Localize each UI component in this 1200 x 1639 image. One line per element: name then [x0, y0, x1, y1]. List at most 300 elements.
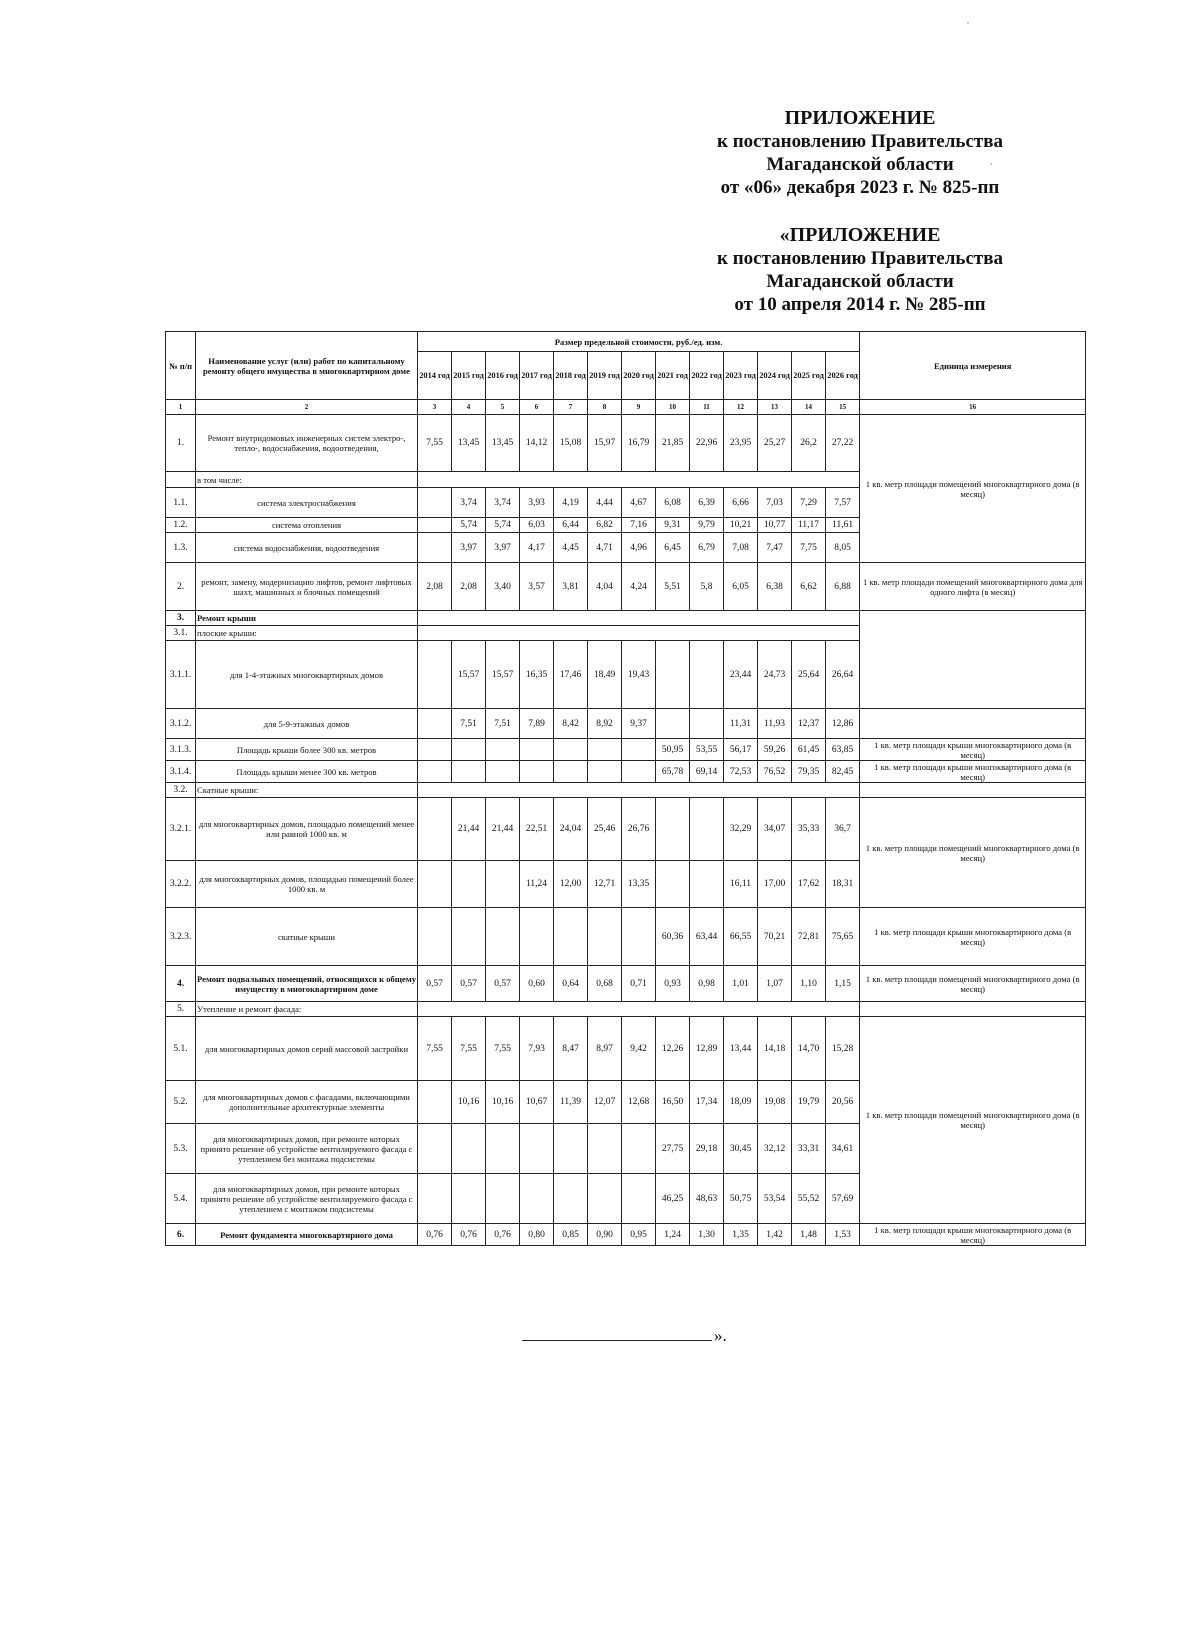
- cost-value: 15,57: [486, 641, 520, 709]
- original-appendix-header: [690, 224, 1030, 316]
- cost-value: 4,44: [588, 488, 622, 518]
- year-header: 2018 год: [554, 352, 588, 400]
- table-row: [166, 798, 1086, 861]
- cost-value: [588, 908, 622, 966]
- cost-value: 79,35: [792, 761, 826, 783]
- cost-value: 63,85: [826, 739, 860, 761]
- cost-value: 10,77: [758, 518, 792, 533]
- cost-value: 3,74: [452, 488, 486, 518]
- row-number: 3.1.1.: [166, 641, 196, 709]
- cost-value: 32,29: [724, 798, 758, 861]
- cost-value: [520, 1124, 554, 1174]
- cost-value: 7,47: [758, 533, 792, 563]
- cost-value: [418, 709, 452, 739]
- cost-value: 3,93: [520, 488, 554, 518]
- header-line: «ПРИЛОЖЕНИЕ: [779, 224, 941, 246]
- cost-value: 70,21: [758, 908, 792, 966]
- row-number: 3.1.4.: [166, 761, 196, 783]
- row-number: 3.1.3.: [166, 739, 196, 761]
- cost-value: 13,45: [452, 415, 486, 472]
- cost-value: 1,01: [724, 966, 758, 1002]
- cost-value: 7,29: [792, 488, 826, 518]
- cost-value: 13,44: [724, 1017, 758, 1081]
- cost-value: [486, 908, 520, 966]
- cost-value: 18,09: [724, 1081, 758, 1124]
- header-line: к постановлению Правительства: [717, 248, 1003, 269]
- cost-value: [418, 533, 452, 563]
- cost-value: 32,12: [758, 1124, 792, 1174]
- cost-value: 25,46: [588, 798, 622, 861]
- column-index: 12: [724, 400, 758, 415]
- cost-value: 33,31: [792, 1124, 826, 1174]
- cost-value: 7,51: [452, 709, 486, 739]
- cost-value: [656, 798, 690, 861]
- cost-value: 11,39: [554, 1081, 588, 1124]
- cost-value: [622, 908, 656, 966]
- header-line: Магаданской области: [766, 271, 954, 292]
- cost-value: [418, 641, 452, 709]
- column-index: 2: [196, 400, 418, 415]
- cost-value: [452, 739, 486, 761]
- cost-value: 12,89: [690, 1017, 724, 1081]
- cost-value: 4,67: [622, 488, 656, 518]
- header-line: от «06» декабря 2023 г. № 825-пп: [720, 177, 1000, 198]
- cost-value: 11,24: [520, 861, 554, 908]
- cost-value: 7,75: [792, 533, 826, 563]
- cost-value: 3,97: [452, 533, 486, 563]
- table-row: [166, 783, 1086, 798]
- cost-value: 12,00: [554, 861, 588, 908]
- work-name: система отопления: [196, 518, 418, 533]
- work-name: Ремонт крыши: [196, 611, 418, 626]
- year-header: 2026 год: [826, 352, 860, 400]
- cost-value: 8,05: [826, 533, 860, 563]
- cost-value: [418, 861, 452, 908]
- row-number: 5.3.: [166, 1124, 196, 1174]
- column-index: 14: [792, 400, 826, 415]
- cost-value: [554, 761, 588, 783]
- cost-value: 60,36: [656, 908, 690, 966]
- work-name: Ремонт фундамента многоквартирного дома: [196, 1224, 418, 1246]
- work-name: для многоквартирных домов серий массовой застройки: [196, 1017, 418, 1081]
- cost-value: 10,16: [486, 1081, 520, 1124]
- work-name: плоские крыши:: [196, 626, 418, 641]
- column-index: 11: [690, 400, 724, 415]
- table-row: [166, 1224, 1086, 1246]
- cost-value: 75,65: [826, 908, 860, 966]
- cost-value: 7,16: [622, 518, 656, 533]
- cost-value: 4,24: [622, 563, 656, 611]
- cost-value: [418, 1081, 452, 1124]
- cost-value: 1,10: [792, 966, 826, 1002]
- row-number: 3.2.3.: [166, 908, 196, 966]
- row-number: 6.: [166, 1224, 196, 1246]
- cost-value: 7,51: [486, 709, 520, 739]
- cost-value: 1,24: [656, 1224, 690, 1246]
- year-header: 2023 год: [724, 352, 758, 400]
- cost-value: 1,53: [826, 1224, 860, 1246]
- cost-value: [588, 1174, 622, 1224]
- cost-value: 8,97: [588, 1017, 622, 1081]
- work-name: Ремонт внутридомовых инженерных систем электро-, тепло-, водоснабжения, водоотведения,: [196, 415, 418, 472]
- cost-value: 6,03: [520, 518, 554, 533]
- empty-values: [418, 611, 860, 626]
- cost-value: 57,69: [826, 1174, 860, 1224]
- cost-value: 20,56: [826, 1081, 860, 1124]
- column-index: 8: [588, 400, 622, 415]
- column-index: 4: [452, 400, 486, 415]
- cost-value: [554, 1174, 588, 1224]
- cost-value: 21,85: [656, 415, 690, 472]
- table-row: [166, 415, 1086, 472]
- cost-value: 9,31: [656, 518, 690, 533]
- cost-value: 50,95: [656, 739, 690, 761]
- row-number: 5.1.: [166, 1017, 196, 1081]
- cost-value: 15,57: [452, 641, 486, 709]
- table-row: [166, 908, 1086, 966]
- year-header: 2020 год: [622, 352, 656, 400]
- cost-value: [622, 739, 656, 761]
- unit-of-measure: [860, 1002, 1086, 1017]
- cost-value: 17,34: [690, 1081, 724, 1124]
- cost-value: [690, 641, 724, 709]
- col-header-cost: Размер предельной стоимости, руб./ед. изм.: [418, 332, 860, 352]
- column-index: 15: [826, 400, 860, 415]
- cost-value: 21,44: [486, 798, 520, 861]
- cost-value: 35,33: [792, 798, 826, 861]
- column-index: 7: [554, 400, 588, 415]
- cost-value: [690, 709, 724, 739]
- cost-value: [690, 861, 724, 908]
- cost-value: 13,45: [486, 415, 520, 472]
- cost-value: [554, 1124, 588, 1174]
- header-line: ПРИЛОЖЕНИЕ: [784, 107, 936, 129]
- cost-value: 0,76: [418, 1224, 452, 1246]
- unit-of-measure: 1 кв. метр площади помещений многоквартирного дома для одного лифта (в месяц): [860, 563, 1086, 611]
- table-row: [166, 563, 1086, 611]
- table-row: [166, 1002, 1086, 1017]
- cost-value: 2,08: [452, 563, 486, 611]
- column-index: 5: [486, 400, 520, 415]
- cost-value: 48,63: [690, 1174, 724, 1224]
- cost-value: 8,42: [554, 709, 588, 739]
- cost-value: 0,95: [622, 1224, 656, 1246]
- cost-value: [452, 1174, 486, 1224]
- cost-value: 7,93: [520, 1017, 554, 1081]
- empty-values: [418, 626, 860, 641]
- cost-value: 7,55: [418, 415, 452, 472]
- cost-value: 16,11: [724, 861, 758, 908]
- cost-value: [656, 861, 690, 908]
- row-number: 1.2.: [166, 518, 196, 533]
- work-name: для многоквартирных домов, при ремонте которых принято решение об устройстве вентилируемого фасада с утеплением без монтажа подсистемы: [196, 1124, 418, 1174]
- cost-value: 0,57: [452, 966, 486, 1002]
- work-name: Площадь крыши более 300 кв. метров: [196, 739, 418, 761]
- cost-value: [554, 908, 588, 966]
- cost-value: 63,44: [690, 908, 724, 966]
- cost-value: 4,71: [588, 533, 622, 563]
- cost-value: 10,16: [452, 1081, 486, 1124]
- year-header: 2014 год: [418, 352, 452, 400]
- row-number: 3.2.1.: [166, 798, 196, 861]
- cost-value: 6,05: [724, 563, 758, 611]
- cost-value: 22,51: [520, 798, 554, 861]
- table-row: [166, 966, 1086, 1002]
- cost-value: 1,35: [724, 1224, 758, 1246]
- cost-value: 6,88: [826, 563, 860, 611]
- cost-value: 19,79: [792, 1081, 826, 1124]
- cost-value: 5,8: [690, 563, 724, 611]
- cost-value: 15,28: [826, 1017, 860, 1081]
- cost-value: [588, 739, 622, 761]
- cost-value: 14,18: [758, 1017, 792, 1081]
- cost-value: 36,7: [826, 798, 860, 861]
- col-header-unit: Единица измерения: [860, 332, 1086, 400]
- cost-value: 0,98: [690, 966, 724, 1002]
- cost-value: [622, 1124, 656, 1174]
- cost-value: 23,95: [724, 415, 758, 472]
- cost-value: 26,76: [622, 798, 656, 861]
- cost-value: 66,55: [724, 908, 758, 966]
- column-index: 1: [166, 400, 196, 415]
- cost-value: 18,31: [826, 861, 860, 908]
- cost-value: [656, 709, 690, 739]
- table-row: [166, 611, 1086, 626]
- cost-value: 7,55: [418, 1017, 452, 1081]
- cost-value: 16,79: [622, 415, 656, 472]
- work-name: Скатные крыши:: [196, 783, 418, 798]
- row-number: 5.2.: [166, 1081, 196, 1124]
- cost-value: [520, 908, 554, 966]
- cost-value: 3,40: [486, 563, 520, 611]
- cost-value: [452, 861, 486, 908]
- unit-of-measure: 1 кв. метр площади крыши многоквартирного дома (в месяц): [860, 908, 1086, 966]
- closing-mark: [522, 1326, 727, 1346]
- row-number: 3.2.2.: [166, 861, 196, 908]
- column-index: 13: [758, 400, 792, 415]
- cost-value: 12,37: [792, 709, 826, 739]
- work-name: для многоквартирных домов, площадью помещений менее или равной 1000 кв. м: [196, 798, 418, 861]
- work-name: для 5-9-этажных домов: [196, 709, 418, 739]
- unit-of-measure: [860, 783, 1086, 798]
- year-header: 2019 год: [588, 352, 622, 400]
- unit-of-measure: 1 кв. метр площади помещений многоквартирного дома (в месяц): [860, 415, 1086, 563]
- cost-value: [418, 488, 452, 518]
- cost-value: 6,39: [690, 488, 724, 518]
- cost-value: 7,03: [758, 488, 792, 518]
- work-name: для многоквартирных домов, площадью помещений более 1000 кв. м: [196, 861, 418, 908]
- cost-value: [452, 761, 486, 783]
- cost-value: 6,44: [554, 518, 588, 533]
- cost-value: 3,74: [486, 488, 520, 518]
- row-number: 1.: [166, 415, 196, 472]
- cost-value: 0,71: [622, 966, 656, 1002]
- cost-value: 3,57: [520, 563, 554, 611]
- cost-value: 6,82: [588, 518, 622, 533]
- closing-quote: ».: [714, 1326, 727, 1345]
- cost-value: 17,62: [792, 861, 826, 908]
- cost-value: 12,71: [588, 861, 622, 908]
- work-name: для 1-4-этажных многоквартирных домов: [196, 641, 418, 709]
- cost-value: 6,45: [656, 533, 690, 563]
- cost-value: 26,64: [826, 641, 860, 709]
- cost-value: 17,46: [554, 641, 588, 709]
- cost-value: 15,97: [588, 415, 622, 472]
- cost-value: [486, 1124, 520, 1174]
- column-index: 10: [656, 400, 690, 415]
- unit-of-measure: 1 кв. метр площади крыши многоквартирного дома (в месяц): [860, 739, 1086, 761]
- cost-value: 72,81: [792, 908, 826, 966]
- unit-of-measure: 1 кв. метр площади крыши многоквартирного дома (в месяц): [860, 761, 1086, 783]
- cost-value: 10,21: [724, 518, 758, 533]
- row-number: 3.2.: [166, 783, 196, 798]
- cost-value: 8,92: [588, 709, 622, 739]
- row-number: 3.1.2.: [166, 709, 196, 739]
- column-index: 3: [418, 400, 452, 415]
- year-header: 2025 год: [792, 352, 826, 400]
- cost-value: 23,44: [724, 641, 758, 709]
- cost-value: 7,57: [826, 488, 860, 518]
- cost-value: 59,26: [758, 739, 792, 761]
- cost-value: [622, 761, 656, 783]
- cost-value: [486, 761, 520, 783]
- cost-value: 6,66: [724, 488, 758, 518]
- cost-value: 11,61: [826, 518, 860, 533]
- cost-value: 69,14: [690, 761, 724, 783]
- work-name: скатные крыши: [196, 908, 418, 966]
- cost-value: 1,07: [758, 966, 792, 1002]
- cost-value: 10,67: [520, 1081, 554, 1124]
- cost-value: 0,85: [554, 1224, 588, 1246]
- cost-value: 24,73: [758, 641, 792, 709]
- work-name: система электроснабжения: [196, 488, 418, 518]
- cost-value: 12,26: [656, 1017, 690, 1081]
- cost-value: [452, 1124, 486, 1174]
- cost-value: 11,93: [758, 709, 792, 739]
- cost-value: 8,47: [554, 1017, 588, 1081]
- work-name: для многоквартирных домов с фасадами, включающими дополнительные архитектурные элементы: [196, 1081, 418, 1124]
- unit-of-measure: 1 кв. метр площади помещений многоквартирного дома (в месяц): [860, 966, 1086, 1002]
- cost-value: [418, 739, 452, 761]
- cost-value: 76,52: [758, 761, 792, 783]
- cost-table: [165, 331, 1086, 1246]
- work-name: Площадь крыши менее 300 кв. метров: [196, 761, 418, 783]
- cost-value: 12,07: [588, 1081, 622, 1124]
- cost-value: [486, 739, 520, 761]
- work-name: Ремонт подвальных помещений, относящихся к общему имуществу в многоквартирном доме: [196, 966, 418, 1002]
- cost-value: 16,35: [520, 641, 554, 709]
- cost-value: [656, 641, 690, 709]
- cost-value: 4,04: [588, 563, 622, 611]
- unit-of-measure: 1 кв. метр площади помещений многоквартирного дома (в месяц): [860, 1017, 1086, 1224]
- cost-value: 72,53: [724, 761, 758, 783]
- cost-value: 18,49: [588, 641, 622, 709]
- cost-value: [520, 739, 554, 761]
- cost-value: 34,07: [758, 798, 792, 861]
- column-index: 6: [520, 400, 554, 415]
- cost-value: 7,89: [520, 709, 554, 739]
- cost-value: 17,00: [758, 861, 792, 908]
- cost-value: 0,76: [452, 1224, 486, 1246]
- work-name: система водоснабжения, водоотведения: [196, 533, 418, 563]
- empty-values: [418, 783, 860, 798]
- cost-value: [554, 739, 588, 761]
- work-name: для многоквартирных домов, при ремонте которых принято решение об устройстве вентилируемого фасада с утеплением с монтажом подсистемы: [196, 1174, 418, 1224]
- cost-value: 50,75: [724, 1174, 758, 1224]
- cost-value: 6,62: [792, 563, 826, 611]
- cost-value: 4,19: [554, 488, 588, 518]
- year-header: 2017 год: [520, 352, 554, 400]
- year-header: 2024 год: [758, 352, 792, 400]
- cost-value: 12,68: [622, 1081, 656, 1124]
- table-row: [166, 1017, 1086, 1081]
- cost-value: 4,17: [520, 533, 554, 563]
- cost-value: [418, 908, 452, 966]
- year-header: 2021 год: [656, 352, 690, 400]
- cost-value: 27,22: [826, 415, 860, 472]
- cost-value: 3,97: [486, 533, 520, 563]
- cost-value: 11,31: [724, 709, 758, 739]
- cost-value: 56,17: [724, 739, 758, 761]
- row-number: 3.1.: [166, 626, 196, 641]
- cost-value: 12,86: [826, 709, 860, 739]
- cost-value: 0,90: [588, 1224, 622, 1246]
- cost-value: 1,42: [758, 1224, 792, 1246]
- cost-value: [588, 761, 622, 783]
- row-number: 4.: [166, 966, 196, 1002]
- column-index: 9: [622, 400, 656, 415]
- cost-value: 0,68: [588, 966, 622, 1002]
- cost-value: [418, 1124, 452, 1174]
- cost-value: [486, 1174, 520, 1224]
- cost-value: [418, 1174, 452, 1224]
- cost-value: 46,25: [656, 1174, 690, 1224]
- cost-value: 4,96: [622, 533, 656, 563]
- year-header: 2015 год: [452, 352, 486, 400]
- empty-values: [418, 1002, 860, 1017]
- cost-value: 4,45: [554, 533, 588, 563]
- row-number: 5.: [166, 1002, 196, 1017]
- cost-value: 25,64: [792, 641, 826, 709]
- year-header: 2022 год: [690, 352, 724, 400]
- cost-value: 7,55: [486, 1017, 520, 1081]
- cost-value: 27,75: [656, 1124, 690, 1174]
- cost-value: [452, 908, 486, 966]
- cost-value: 6,38: [758, 563, 792, 611]
- cost-value: 5,74: [452, 518, 486, 533]
- cost-value: 1,15: [826, 966, 860, 1002]
- work-name: Утепление и ремонт фасада:: [196, 1002, 418, 1017]
- cost-value: 9,79: [690, 518, 724, 533]
- cost-value: 0,57: [418, 966, 452, 1002]
- cost-value: 25,27: [758, 415, 792, 472]
- cost-value: 5,74: [486, 518, 520, 533]
- row-number: 1.1.: [166, 488, 196, 518]
- appendix-header: [690, 107, 1030, 199]
- row-number: [166, 472, 196, 488]
- cost-value: 21,44: [452, 798, 486, 861]
- cost-value: 9,42: [622, 1017, 656, 1081]
- cost-value: 82,45: [826, 761, 860, 783]
- cost-value: 30,45: [724, 1124, 758, 1174]
- cost-value: 55,52: [792, 1174, 826, 1224]
- cost-value: 53,54: [758, 1174, 792, 1224]
- cost-value: 0,93: [656, 966, 690, 1002]
- cost-value: [418, 518, 452, 533]
- cost-value: 14,70: [792, 1017, 826, 1081]
- cost-value: 26,2: [792, 415, 826, 472]
- unit-of-measure: 1 кв. метр площади крыши многоквартирного дома (в месяц): [860, 1224, 1086, 1246]
